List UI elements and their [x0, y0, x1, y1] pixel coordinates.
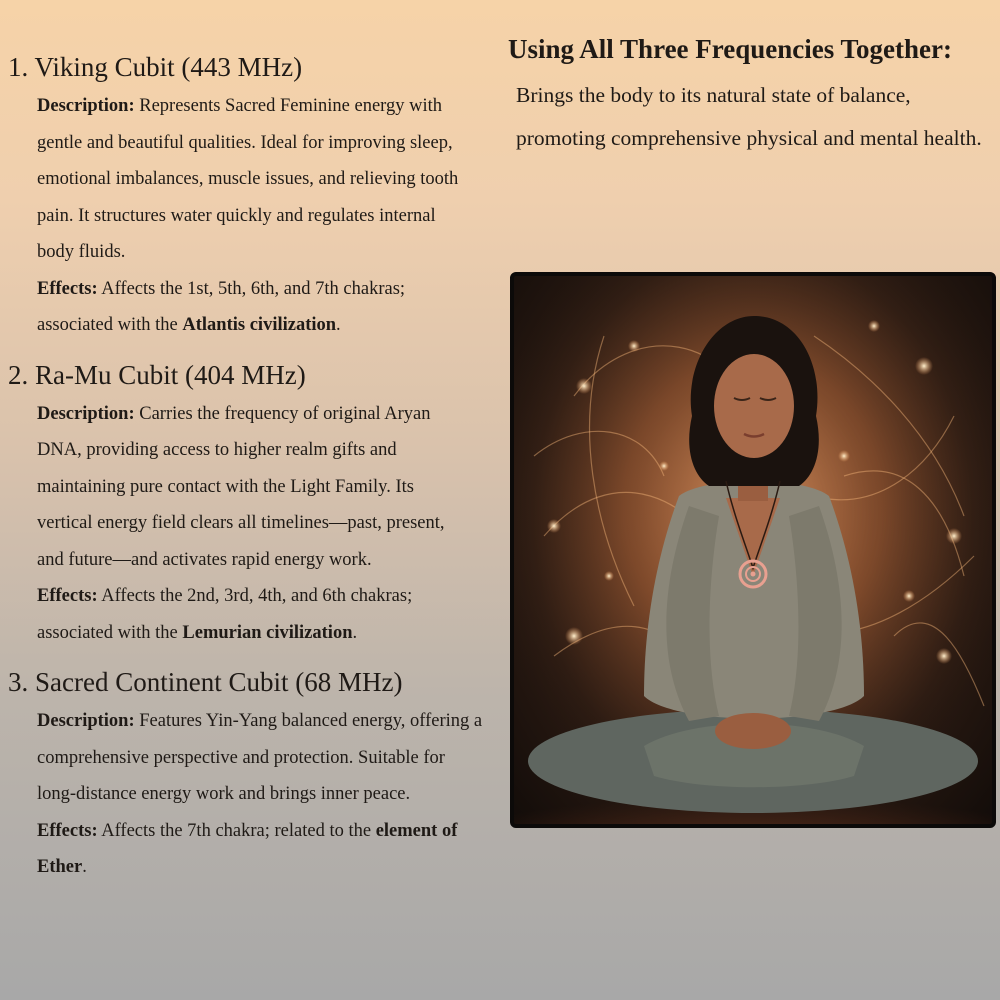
- section-title: 1. Viking Cubit (443 MHz): [8, 52, 303, 82]
- description-label: Description:: [37, 711, 135, 731]
- section-viking-cubit: [8, 50, 498, 344]
- section-body: [8, 396, 498, 652]
- effects-end: .: [336, 315, 341, 335]
- description-paragraph: [37, 88, 462, 271]
- section-sacred-continent-cubit: [8, 665, 498, 886]
- effects-text: Affects the 2nd, 3rd, 4th, and 6th chakras; associated with the: [37, 586, 413, 643]
- section-body: [8, 703, 498, 886]
- description-text: Carries the frequency of original Aryan DNA, providing access to higher realm gifts and maintaining pure contact with the Light Family. Its vertical energy field clears all timelines—past, present, and future—and activates rapid energy work.: [37, 403, 445, 570]
- cubit-list: [8, 50, 498, 900]
- section-ra-mu-cubit: [8, 358, 498, 652]
- meditating-woman-illustration: [514, 276, 992, 824]
- description-paragraph: [37, 703, 487, 813]
- effects-highlight: Lemurian civilization: [182, 622, 353, 643]
- summary-text: Brings the body to its natural state of balance, promoting comprehensive physical and mental health.: [516, 83, 982, 150]
- effects-paragraph: [37, 578, 477, 651]
- effects-highlight: element of Ether: [37, 820, 458, 877]
- description-text: Features Yin-Yang balanced energy, offering a comprehensive perspective and protection. Suitable for long-distance energy work and brings inner peace.: [37, 711, 483, 804]
- meditation-image: [510, 272, 996, 828]
- description-paragraph: [37, 396, 457, 579]
- effects-end: .: [82, 857, 87, 877]
- section-title: 2. Ra-Mu Cubit (404 MHz): [8, 359, 306, 390]
- description-text: Represents Sacred Feminine energy with gentle and beautiful qualities. Ideal for improving sleep, emotional imbalances, muscle issues, and relieving tooth pain. It structures water quickly and regulates internal body fluids.: [37, 96, 459, 262]
- effects-highlight: Atlantis civilization: [182, 315, 337, 335]
- effects-paragraph: [37, 813, 497, 886]
- summary-title: Using All Three Frequencies Together:: [508, 34, 953, 64]
- description-label: Description:: [37, 96, 135, 116]
- effects-label: Effects:: [37, 278, 98, 299]
- effects-text: Affects the 1st, 5th, 6th, and 7th chakras; associated with the: [37, 278, 406, 335]
- description-label: Description:: [37, 403, 135, 424]
- section-title: 3. Sacred Continent Cubit (68 MHz): [8, 667, 403, 697]
- effects-label: Effects:: [37, 586, 98, 606]
- summary-panel: [508, 32, 996, 160]
- section-body: [8, 88, 498, 344]
- effects-label: Effects:: [37, 820, 98, 841]
- effects-end: .: [352, 622, 358, 643]
- effects-text: Affects the 7th chakra; related to the: [101, 820, 372, 841]
- effects-paragraph: [37, 271, 477, 344]
